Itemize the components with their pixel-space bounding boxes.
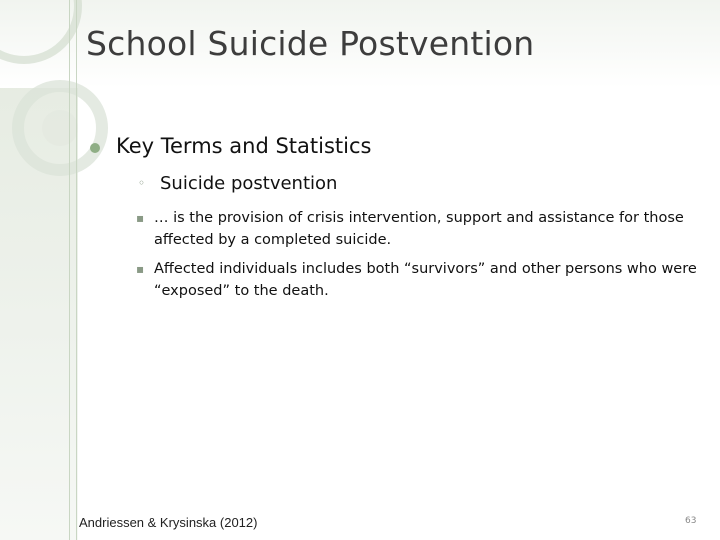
bullet-level3-text: Affected individuals includes both “survivors” and other persons who were “exposed” to the death. <box>154 261 697 299</box>
bullet-level3-text: … is the provision of crisis intervention, support and assistance for those affected by a completed suicide. <box>154 210 684 248</box>
bullet-level1-text: Key Terms and Statistics <box>116 134 372 158</box>
slide-title: School Suicide Postvention <box>86 24 535 63</box>
vertical-rule-left <box>69 0 70 540</box>
vertical-rule-right <box>76 0 77 540</box>
bullet-level2 <box>138 173 337 194</box>
page-number: 63 <box>685 516 697 526</box>
citation: Andriessen & Krysinska (2012) <box>79 515 258 530</box>
bullet-level2-text: Suicide postvention <box>160 173 338 194</box>
bullet-dot-icon <box>90 143 100 153</box>
bullet-level1 <box>92 134 371 158</box>
square-bullet-icon: ▪ <box>136 262 145 276</box>
bullet-level3-item <box>136 207 706 251</box>
bullet-level3-item <box>136 258 706 302</box>
hollow-circle-bullet-icon: ◦ <box>138 176 146 190</box>
square-bullet-icon: ▪ <box>136 211 145 225</box>
